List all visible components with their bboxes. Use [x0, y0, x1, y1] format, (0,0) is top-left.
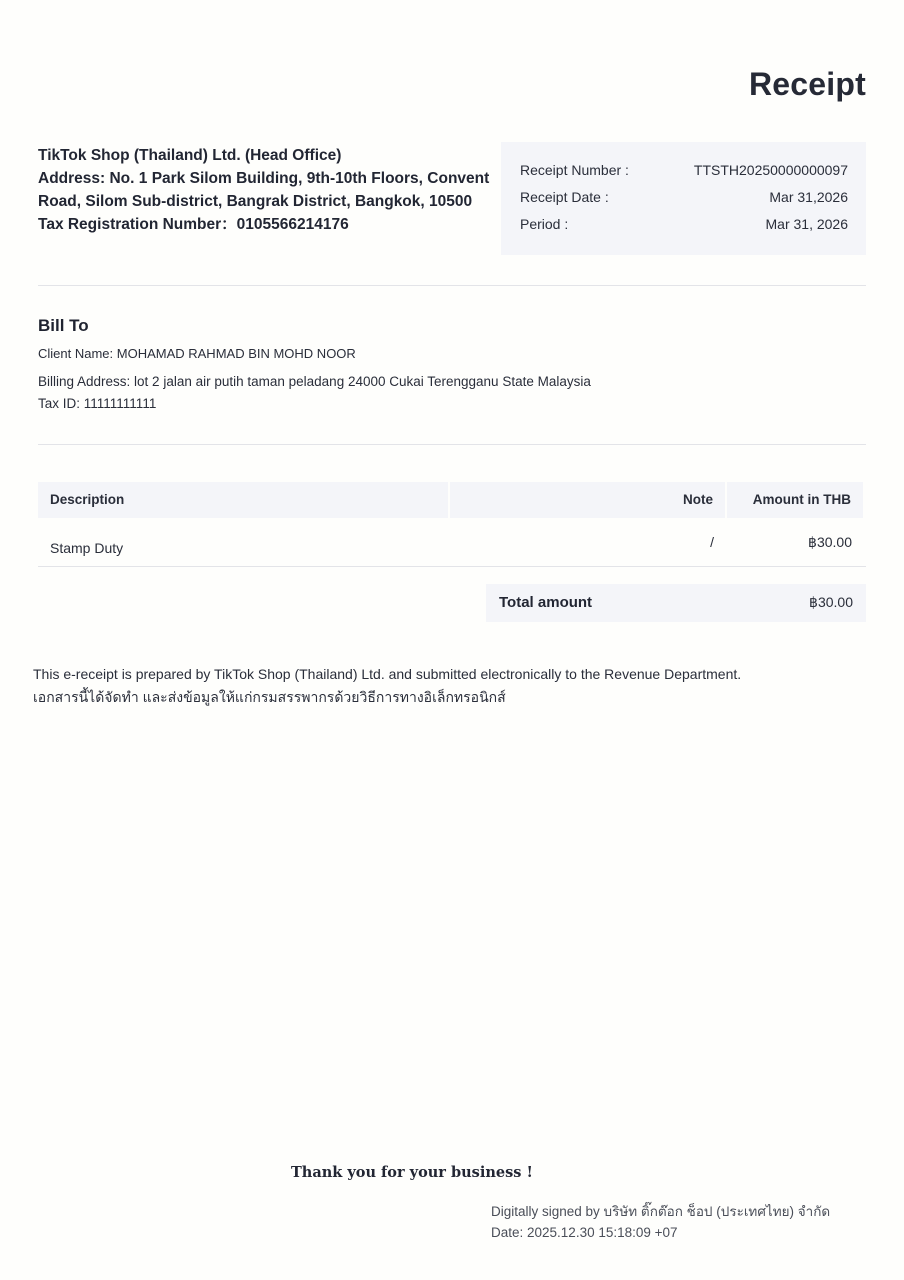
page-title: Receipt	[749, 66, 866, 102]
table-row-description: Stamp Duty	[50, 540, 124, 556]
total-label: Total amount	[499, 594, 593, 611]
receipt-number-label: Receipt Number :	[520, 162, 629, 178]
table-header	[38, 482, 866, 518]
divider	[38, 444, 866, 445]
client-name: Client Name: MOHAMAD RAHMAD BIN MOHD NOOR	[38, 346, 356, 361]
thank-you-text: Thank you for your business !	[291, 1164, 533, 1181]
receipt-meta-box	[501, 142, 866, 255]
seller-info	[38, 144, 490, 236]
seller-address-line-1: Address: No. 1 Park Silom Building, 9th-10th Floors, Convent	[38, 170, 490, 187]
column-header-description: Description	[38, 482, 448, 518]
column-header-note: Note	[450, 482, 725, 518]
period-row	[520, 216, 848, 236]
digital-signature: Digitally signed by บริษัท ติ๊กต๊อก ช็อป (ประเทศไทย) จำกัด	[491, 1204, 831, 1219]
period-label: Period :	[520, 216, 569, 232]
receipt-date-value: Mar 31,2026	[769, 189, 848, 205]
table-row-divider	[38, 566, 866, 567]
client-tax-id: Tax ID: 11111111111	[38, 396, 157, 411]
table-row-note: /	[710, 534, 714, 550]
total-value: ฿30.00	[809, 594, 853, 610]
divider	[38, 285, 866, 286]
notice-english: This e-receipt is prepared by TikTok Shop (Thailand) Ltd. and submitted electronically to the Revenue Department.	[33, 666, 742, 682]
bill-to-heading: Bill To	[38, 316, 89, 335]
receipt-date-label: Receipt Date :	[520, 189, 609, 205]
notice-thai: เอกสารนี้ได้จัดทำ และส่งข้อมูลให้แก่กรมสรรพากรด้วยวิธีการทางอิเล็กทรอนิกส์	[33, 689, 506, 705]
seller-tax-number: Tax Registration Number：0105566214176	[38, 216, 349, 233]
receipt-date-row	[520, 189, 848, 209]
seller-name: TikTok Shop (Thailand) Ltd. (Head Office)	[38, 147, 342, 164]
column-header-amount: Amount in THB	[727, 482, 863, 518]
seller-address-line-2: Road, Silom Sub-district, Bangrak District, Bangkok, 10500	[38, 193, 473, 210]
total-box	[486, 584, 866, 622]
table-row-amount: ฿30.00	[808, 534, 852, 550]
period-value: Mar 31, 2026	[765, 216, 848, 232]
billing-address: Billing Address: lot 2 jalan air putih taman peladang 24000 Cukai Terengganu State Malaysia	[38, 374, 591, 389]
signature-date: Date: 2025.12.30 15:18:09 +07	[491, 1225, 678, 1240]
receipt-number-value: TTSTH20250000000097	[693, 162, 848, 178]
receipt-number-row	[520, 162, 848, 182]
